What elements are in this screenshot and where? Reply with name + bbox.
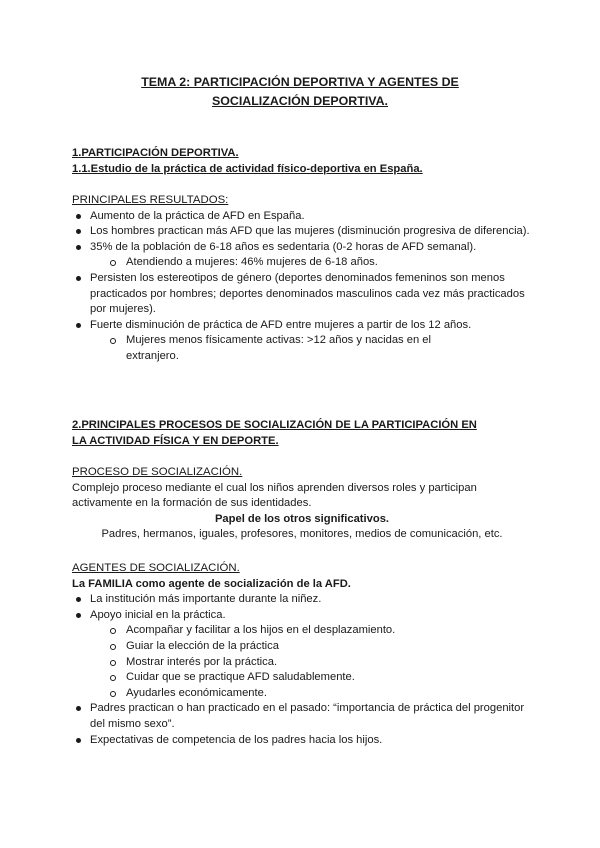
page-title (60, 73, 540, 111)
section-1-heading: 1.PARTICIPACIÓN DEPORTIVA. (72, 147, 239, 159)
section-1-subheading: 1.1.Estudio de la práctica de actividad físico-deportiva en España. (72, 162, 423, 175)
section-2-heading-line-2: LA ACTIVIDAD FÍSICA Y EN DEPORTE. (72, 434, 279, 447)
list-item (72, 224, 532, 240)
list-item-text: Padres practican o han practicado en el pasado: “importancia de práctica del progenitor del mismo sexo”. (90, 702, 525, 730)
bullet-icon (76, 738, 81, 743)
sub-list-item (72, 670, 532, 686)
results-label: PRINCIPALES RESULTADOS: (72, 194, 229, 206)
bullet-icon (76, 245, 81, 250)
sub-list-item-text: Guiar la elección de la práctica (126, 639, 279, 652)
list-item-text: Los hombres practican más AFD que las mujeres (disminución progresiva de diferencia). (90, 225, 530, 238)
hollow-bullet-icon (110, 660, 116, 666)
sub-list-item (72, 255, 532, 271)
list-item (72, 271, 532, 318)
process-block (72, 465, 532, 543)
sub-list-item (72, 686, 532, 702)
results-list (72, 209, 532, 365)
list-item (72, 240, 532, 271)
bullet-icon (76, 214, 81, 219)
hollow-bullet-icon (110, 691, 116, 697)
section-1 (72, 146, 532, 177)
list-item-text: Expectativas de competencia de los padres hacia los hijos. (90, 733, 383, 746)
sub-list-item (72, 623, 532, 639)
process-text: Complejo proceso mediante el cual los niños aprenden diversos roles y participan activamente en la formación de sus identidades. (72, 481, 477, 510)
bullet-icon (76, 597, 81, 602)
hollow-bullet-icon (110, 644, 116, 650)
sub-list-item-text: Ayudarles económicamente. (126, 686, 267, 699)
section-2-heading-line-1: 2.PRINCIPALES PROCESOS DE SOCIALIZACIÓN DE LA PARTICIPACIÓN EN (72, 419, 477, 431)
sub-list-item (72, 639, 532, 655)
process-label: PROCESO DE SOCIALIZACIÓN. (72, 466, 243, 478)
sub-list-item-text: Cuidar que se practique AFD saludablemente. (126, 671, 355, 684)
list-item (72, 318, 532, 365)
list-item (72, 701, 532, 732)
bullet-icon (76, 229, 81, 234)
section-2 (72, 418, 532, 449)
list-item (72, 209, 532, 225)
list-item-text: Apoyo inicial en la práctica. (90, 608, 226, 621)
agents-label: AGENTES DE SOCIALIZACIÓN. (72, 562, 240, 574)
sub-list-item (72, 333, 532, 364)
family-title: La FAMILIA como agente de socialización de la AFD. (72, 577, 351, 590)
sub-list (72, 623, 532, 701)
results-block (72, 193, 532, 365)
hollow-bullet-icon (110, 628, 116, 634)
sub-list-item-text: Mujeres menos físicamente activas: >12 años y nacidas en el extranjero. (126, 334, 432, 362)
hollow-bullet-icon (110, 338, 116, 344)
list-item-text: Persisten los estereotipos de género (deportes denominados femeninos son menos practicados por hombres; deportes denominados masculinos cada vez más practicados por mujeres). (90, 271, 525, 316)
list-item-text: La institución más importante durante la niñez. (90, 593, 322, 606)
sub-list-item (72, 655, 532, 671)
bullet-icon (76, 613, 81, 618)
sub-list (72, 333, 532, 364)
list-item (72, 733, 532, 749)
list-item-text: 35% de la población de 6-18 años es sedentaria (0-2 horas de AFD semanal). (90, 240, 477, 253)
bullet-icon (76, 323, 81, 328)
others-list: Padres, hermanos, iguales, profesores, monitores, medios de comunicación, etc. (101, 528, 503, 541)
list-item (72, 592, 532, 608)
title-line-2: SOCIALIZACIÓN DEPORTIVA. (212, 94, 388, 108)
title-line-1: TEMA 2: PARTICIPACIÓN DEPORTIVA Y AGENTES DE (141, 75, 459, 89)
agents-block (72, 561, 532, 748)
sub-list-item-text: Atendiendo a mujeres: 46% mujeres de 6-18 años. (126, 256, 378, 269)
bullet-icon (76, 276, 81, 281)
hollow-bullet-icon (110, 675, 116, 681)
bullet-icon (76, 706, 81, 711)
others-title: Papel de los otros significativos. (214, 512, 390, 525)
family-list (72, 592, 532, 748)
list-item (72, 608, 532, 702)
sub-list-item-text: Acompañar y facilitar a los hijos en el desplazamiento. (126, 624, 396, 637)
list-item-text: Fuerte disminución de práctica de AFD entre mujeres a partir de los 12 años. (90, 318, 472, 331)
sub-list (72, 255, 532, 271)
sub-list-item-text: Mostrar interés por la práctica. (126, 655, 278, 668)
list-item-text: Aumento de la práctica de AFD en España. (90, 209, 305, 222)
hollow-bullet-icon (110, 260, 116, 266)
